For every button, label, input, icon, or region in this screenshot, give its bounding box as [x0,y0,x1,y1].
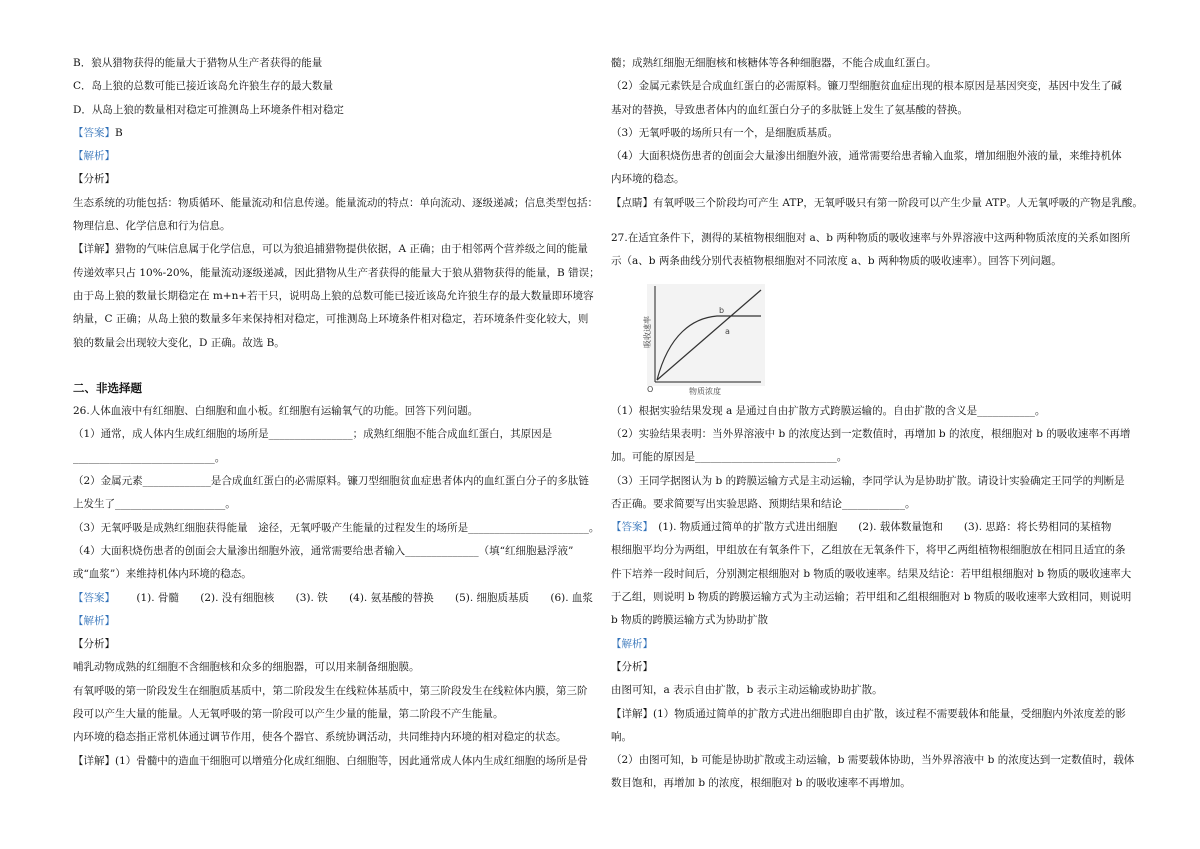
text-line: 内环境的稳态指正常机体通过调节作用，使各个器官、系统协调活动，共同维持内环境的相对稳定的状态。 [73,731,567,744]
analysis-tag: 【解析】 [73,150,115,163]
y-axis-label: 吸收速率 [643,315,652,348]
answer-text: (1). 物质通过简单的扩散方式进出细胞 (2). 载体数量饱和 (3). 思路：将长势相同的某植物 [658,521,1112,534]
text-line: 段可以产生大量的能量。人无氧呼吸的第一阶段可以产生少量的能量，第二阶段不产生能量。 [73,708,504,721]
q26-part4-cont: 或“血浆”）来维持机体内环境的稳态。 [73,568,252,581]
q26-part3: （3）无氧呼吸是成熟红细胞获得能量 途径，无氧呼吸产生能量的过程发生的场所是_______________________。 [73,521,600,534]
text-line: （4）大面积烧伤患者的创面会大量渗出细胞外液，通常需要给患者输入血浆，增加细胞外液的量，来维持机体 [611,150,1122,163]
fenxi-heading: 【分析】 [73,638,115,651]
text-line: 髓；成熟红细胞无细胞核和核糖体等各种细胞器，不能合成血红蛋白。 [611,57,937,69]
analysis-tag: 【解析】 [611,637,653,650]
q27-part2: （2）实验结果表明：当外界溶液中 b 的浓度达到一定数值时，再增加 b 的浓度，根细胞对 b 的吸收速率不再增 [611,427,1131,440]
q27-part1: （1）根据实验结果发现 a 是通过自由扩散方式跨膜运输的。自由扩散的含义是___________。 [611,404,1046,417]
dianjing-line: 【点睛】有氧呼吸三个阶段均可产生 ATP，无氧呼吸只有第一阶段可以产生少量 ATP。人无氧呼吸的产物是乳酸。 [611,196,1143,209]
section-title: 二、非选择题 [73,380,142,395]
text-line: 狼的数量会出现较大变化，D 正确。故选 B。 [73,336,285,349]
text-line: 【详解】(1）物质通过简单的扩散方式进出细胞即自由扩散，该过程不需要载体和能量，受细胞内外浓度差的影 [611,707,1126,720]
text-line: 【详解】猎物的气味信息属于化学信息，可以为狼追捕猎物提供依据，A 正确；由于相邻两个营养级之间的能量 [73,243,588,256]
answer-item: (5). 细胞质基质 [454,591,530,604]
answer-value: B [115,126,123,139]
option-b: B．狼从猎物获得的能量大于猎物从生产者获得的能量 [73,57,323,69]
q26-part1: （1）通常，成人体内生成红细胞的场所是________________；成熟红细胞不能合成血红蛋白，其原因是 [73,428,553,441]
q26-part1-cont: ___________________________。 [73,451,226,464]
q26-part2: （2）金属元素_____________是合成血红蛋白的必需原料。镰刀型细胞贫血症患者体内的血红蛋白分子的多肽链 [73,475,589,488]
answer-line: 根细胞平均分为两组，甲组放在有氧条件下，乙组放在无氧条件下，将甲乙两组植物根细胞放在相同且适宜的条 [611,544,1126,557]
curve-a-label: a [725,326,730,336]
answer-line: b 物质的跨膜运输方式为协助扩散 [611,614,769,627]
answer-item: (3). 铁 [295,591,328,604]
text-line: 数目饱和，再增加 b 的浓度，根细胞对 b 的吸收速率不再增加。 [611,777,911,790]
q27-part3: （3）王同学据图认为 b 的跨膜运输方式是主动运输，李同学认为是协助扩散。请设计实验确定王同学的判断是 [611,474,1125,487]
absorption-graph [633,274,783,400]
left-column [73,52,600,773]
figure-background [647,284,765,386]
fenxi-heading: 【分析】 [611,660,653,673]
x-axis-label: 物质浓度 [689,386,721,396]
text-line: 基对的替换，导致患者体内的血红蛋白分子的多肽链上发生了氨基酸的替换。 [611,103,968,116]
text-line: 【详解】(1）骨髓中的造血干细胞可以增殖分化成红细胞、白细胞等，因此通常成人体内生成红细胞的场所是骨 [73,754,588,767]
analysis-tag: 【解析】 [73,614,115,627]
text-line: 由图可知，a 表示自由扩散，b 表示主动运输或协助扩散。 [611,684,883,697]
answer-tag: 【答案】 [73,126,115,139]
answer-line: 件下培养一段时间后，分别测定根细胞对 b 物质的吸收速率。结果及结论：若甲组根细胞对 b 物质的吸收速率大 [611,567,1132,580]
text-line: （3）无氧呼吸的场所只有一个，是细胞质基质。 [611,126,839,139]
text-line: 物理信息、化学信息和行为信息。 [73,220,231,233]
text-line: 响。 [611,730,632,743]
q27-answer [611,516,1131,539]
option-c: C．岛上狼的总数可能已接近该岛允许狼生存的最大数量 [73,80,334,93]
q26-stem: 26.人体血液中有红细胞、白细胞和血小板。红细胞有运输氧气的功能。回答下列问题。 [73,405,479,418]
text-line: 有氧呼吸的第一阶段发生在细胞质基质中，第二阶段发生在线粒体基质中，第三阶段发生在线粒体内膜，第三阶 [73,684,588,697]
answer-item: (1). 骨髓 [136,591,179,604]
q27-part3-cont: 否正确。要求简要写出实验思路、预期结果和结论____________。 [611,497,916,510]
right-column [611,52,1143,796]
text-line: （2）由图可知，b 可能是协助扩散或主动运输，b 需要载体协助，当外界溶液中 b 的浓度达到一定数值时，载体 [611,754,1135,767]
q27-part2-cont: 加。可能的原因是___________________________。 [611,451,848,464]
q26-answer [73,587,593,610]
text-line: 内环境的稳态。 [611,173,685,186]
q25-answer [73,122,593,145]
answer-item: (6). 血浆 [550,591,593,604]
text-line: 生态系统的功能包括：物质循环、能量流动和信息传递。能量流动的特点：单向流动、逐级递减；信息类型包括： [73,196,598,209]
answer-tag: 【答案】 [611,521,648,534]
q27-stem: 27.在适宜条件下，测得的某植物根细胞对 a、b 两种物质的吸收速率与外界溶液中这两种物质浓度的关系如图所 [611,232,1131,245]
q26-part4: （4）大面积烧伤患者的创面会大量渗出细胞外液，通常需要给患者输入______________（填“红细胞悬浮液” [73,544,574,557]
origin-label: O [647,384,654,394]
answer-tag: 【答案】 [73,591,115,604]
absorption-figure [633,274,1131,400]
curve-b-label: b [719,305,725,315]
fenxi-heading: 【分析】 [73,173,115,186]
q27-stem-cont: 示（a、b 两条曲线分别代表植物根细胞对不同浓度 a、b 两种物质的吸收速率）。回答下列问题。 [611,255,1062,268]
text-line: 纳量，C 正确；从岛上狼的数量多年来保持相对稳定，可推测岛上环境条件相对稳定，若环境条件变化较大，则 [73,313,589,326]
answer-line: 于乙组，则说明 b 物质的跨膜运输方式为主动运输；若甲组和乙组根细胞对 b 物质的吸收速率大致相同，则说明 [611,591,1132,604]
answer-item: (4). 氨基酸的替换 [349,591,434,604]
text-line: （2）金属元素铁是合成血红蛋白的必需原料。镰刀型细胞贫血症出现的根本原因是基因突变，基因中发生了碱 [611,80,1122,93]
answer-item: (2). 没有细胞核 [200,591,275,604]
text-line: 哺乳动物成熟的红细胞不含细胞核和众多的细胞器，可以用来制备细胞膜。 [73,661,420,674]
text-line: 传递效率只占 10%-20%，能量流动逐级递减，因此猎物从生产者获得的能量大于狼从猎物获得的能量，B 错误； [73,266,600,279]
q26-part2-cont: 上发生了_____________________。 [73,498,236,511]
option-d: D．从岛上狼的数量相对稳定可推测岛上环境条件相对稳定 [73,103,344,116]
text-line: 由于岛上狼的数量长期稳定在 m+n+若干只，说明岛上狼的总数可能已接近该岛允许狼生存的最大数量即环境容 [73,289,594,302]
